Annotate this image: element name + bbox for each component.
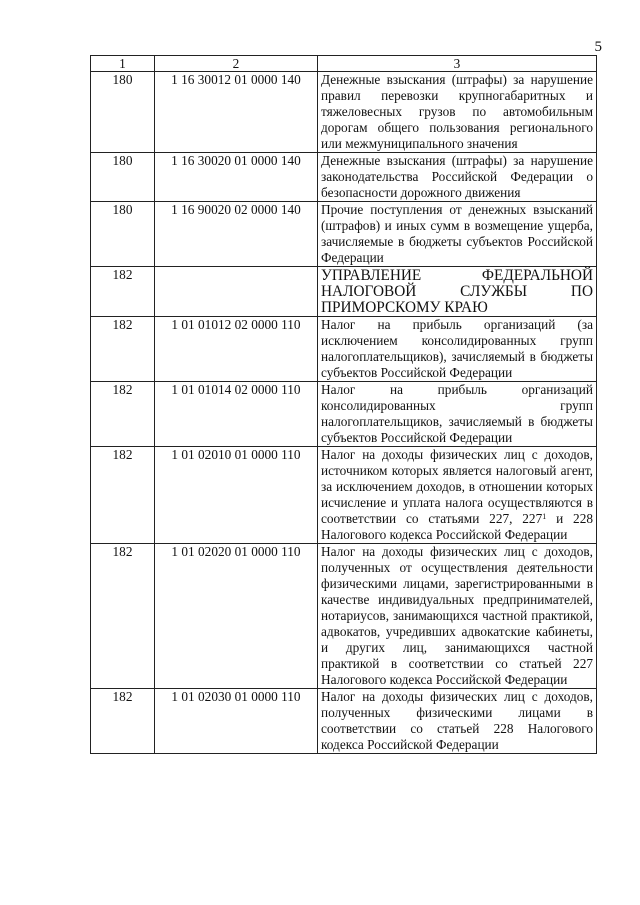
table-row	[91, 72, 597, 153]
admin-code-cell: 180	[91, 153, 155, 202]
admin-code-cell: 182	[91, 447, 155, 544]
revenue-code-cell: 1 16 30020 01 0000 140	[155, 153, 318, 202]
admin-code-cell: 180	[91, 202, 155, 267]
table-row	[91, 202, 597, 267]
revenue-code-cell: 1 01 01012 02 0000 110	[155, 317, 318, 382]
table-row	[91, 447, 597, 544]
admin-code-cell: 182	[91, 382, 155, 447]
description-cell: Налог на прибыль организаций (за исключением консолидированных групп налогоплательщиков), зачисляемый в бюджеты субъектов Российской Федерации	[318, 317, 597, 382]
description-cell: Налог на доходы физических лиц с доходов, полученных от осуществления деятельности физическими лицами, зарегистрированными в качестве индивидуальных предпринимателей, нотариусов, занимающихся частной практикой, адвокатов, учредивших адвокатские кабинеты, и других лиц, занимающихся частной практикой в соответствии со статьей 227 Налогового кодекса Российской Федерации	[318, 544, 597, 689]
table-row	[91, 382, 597, 447]
admin-code-cell: 182	[91, 317, 155, 382]
page-number: 5	[594, 39, 602, 55]
admin-code-cell: 182	[91, 689, 155, 754]
revenue-code-cell: 1 01 02030 01 0000 110	[155, 689, 318, 754]
admin-code-cell: 182	[91, 544, 155, 689]
description-cell: Налог на доходы физических лиц с доходов, полученных физическими лицами в соответствии со статьей 228 Налогового кодекса Российской Федерации	[318, 689, 597, 754]
revenue-code-cell	[155, 267, 318, 317]
description-cell: Денежные взыскания (штрафы) за нарушение законодательства Российской Федерации о безопасности дорожного движения	[318, 153, 597, 202]
table-row	[91, 689, 597, 754]
admin-code-cell: 180	[91, 72, 155, 153]
revenue-code-cell: 1 01 02020 01 0000 110	[155, 544, 318, 689]
revenue-code-cell: 1 01 01014 02 0000 110	[155, 382, 318, 447]
column-header-1: 1	[91, 56, 155, 72]
table-row	[91, 267, 597, 317]
description-text-continued: и 228 Налогового кодекса Российской Федерации	[321, 511, 593, 542]
admin-code-cell: 182	[91, 267, 155, 317]
revenue-code-cell: 1 16 90020 02 0000 140	[155, 202, 318, 267]
revenue-code-cell: 1 16 30012 01 0000 140	[155, 72, 318, 153]
column-header-3: 3	[318, 56, 597, 72]
table-row	[91, 153, 597, 202]
revenue-codes-table	[90, 55, 597, 754]
section-heading-cell: УПРАВЛЕНИЕ ФЕДЕРАЛЬНОЙ НАЛОГОВОЙ СЛУЖБЫ ПО ПРИМОРСКОМУ КРАЮ	[318, 267, 597, 317]
table-header-row	[91, 56, 597, 72]
table-row	[91, 317, 597, 382]
description-cell: Прочие поступления от денежных взысканий (штрафов) и иных сумм в возмещение ущерба, зачисляемые в бюджеты субъектов Российской Федерации	[318, 202, 597, 267]
description-text: Налог на доходы физических лиц с доходов, источником которых является налоговый агент, за исключением доходов, в отношении которых исчисление и уплата налога осуществляются в соответствии со статьями 227, 227	[321, 447, 593, 526]
superscript-mark: 1	[542, 512, 547, 521]
description-cell: Денежные взыскания (штрафы) за нарушение правил перевозки крупногабаритных и тяжеловесных грузов по автомобильным дорогам общего пользования регионального или межмуниципального значения	[318, 72, 597, 153]
description-cell: Налог на прибыль организаций консолидированных групп налогоплательщиков, зачисляемый в бюджеты субъектов Российской Федерации	[318, 382, 597, 447]
revenue-code-cell: 1 01 02010 01 0000 110	[155, 447, 318, 544]
description-cell	[318, 447, 597, 544]
column-header-2: 2	[155, 56, 318, 72]
table-row	[91, 544, 597, 689]
